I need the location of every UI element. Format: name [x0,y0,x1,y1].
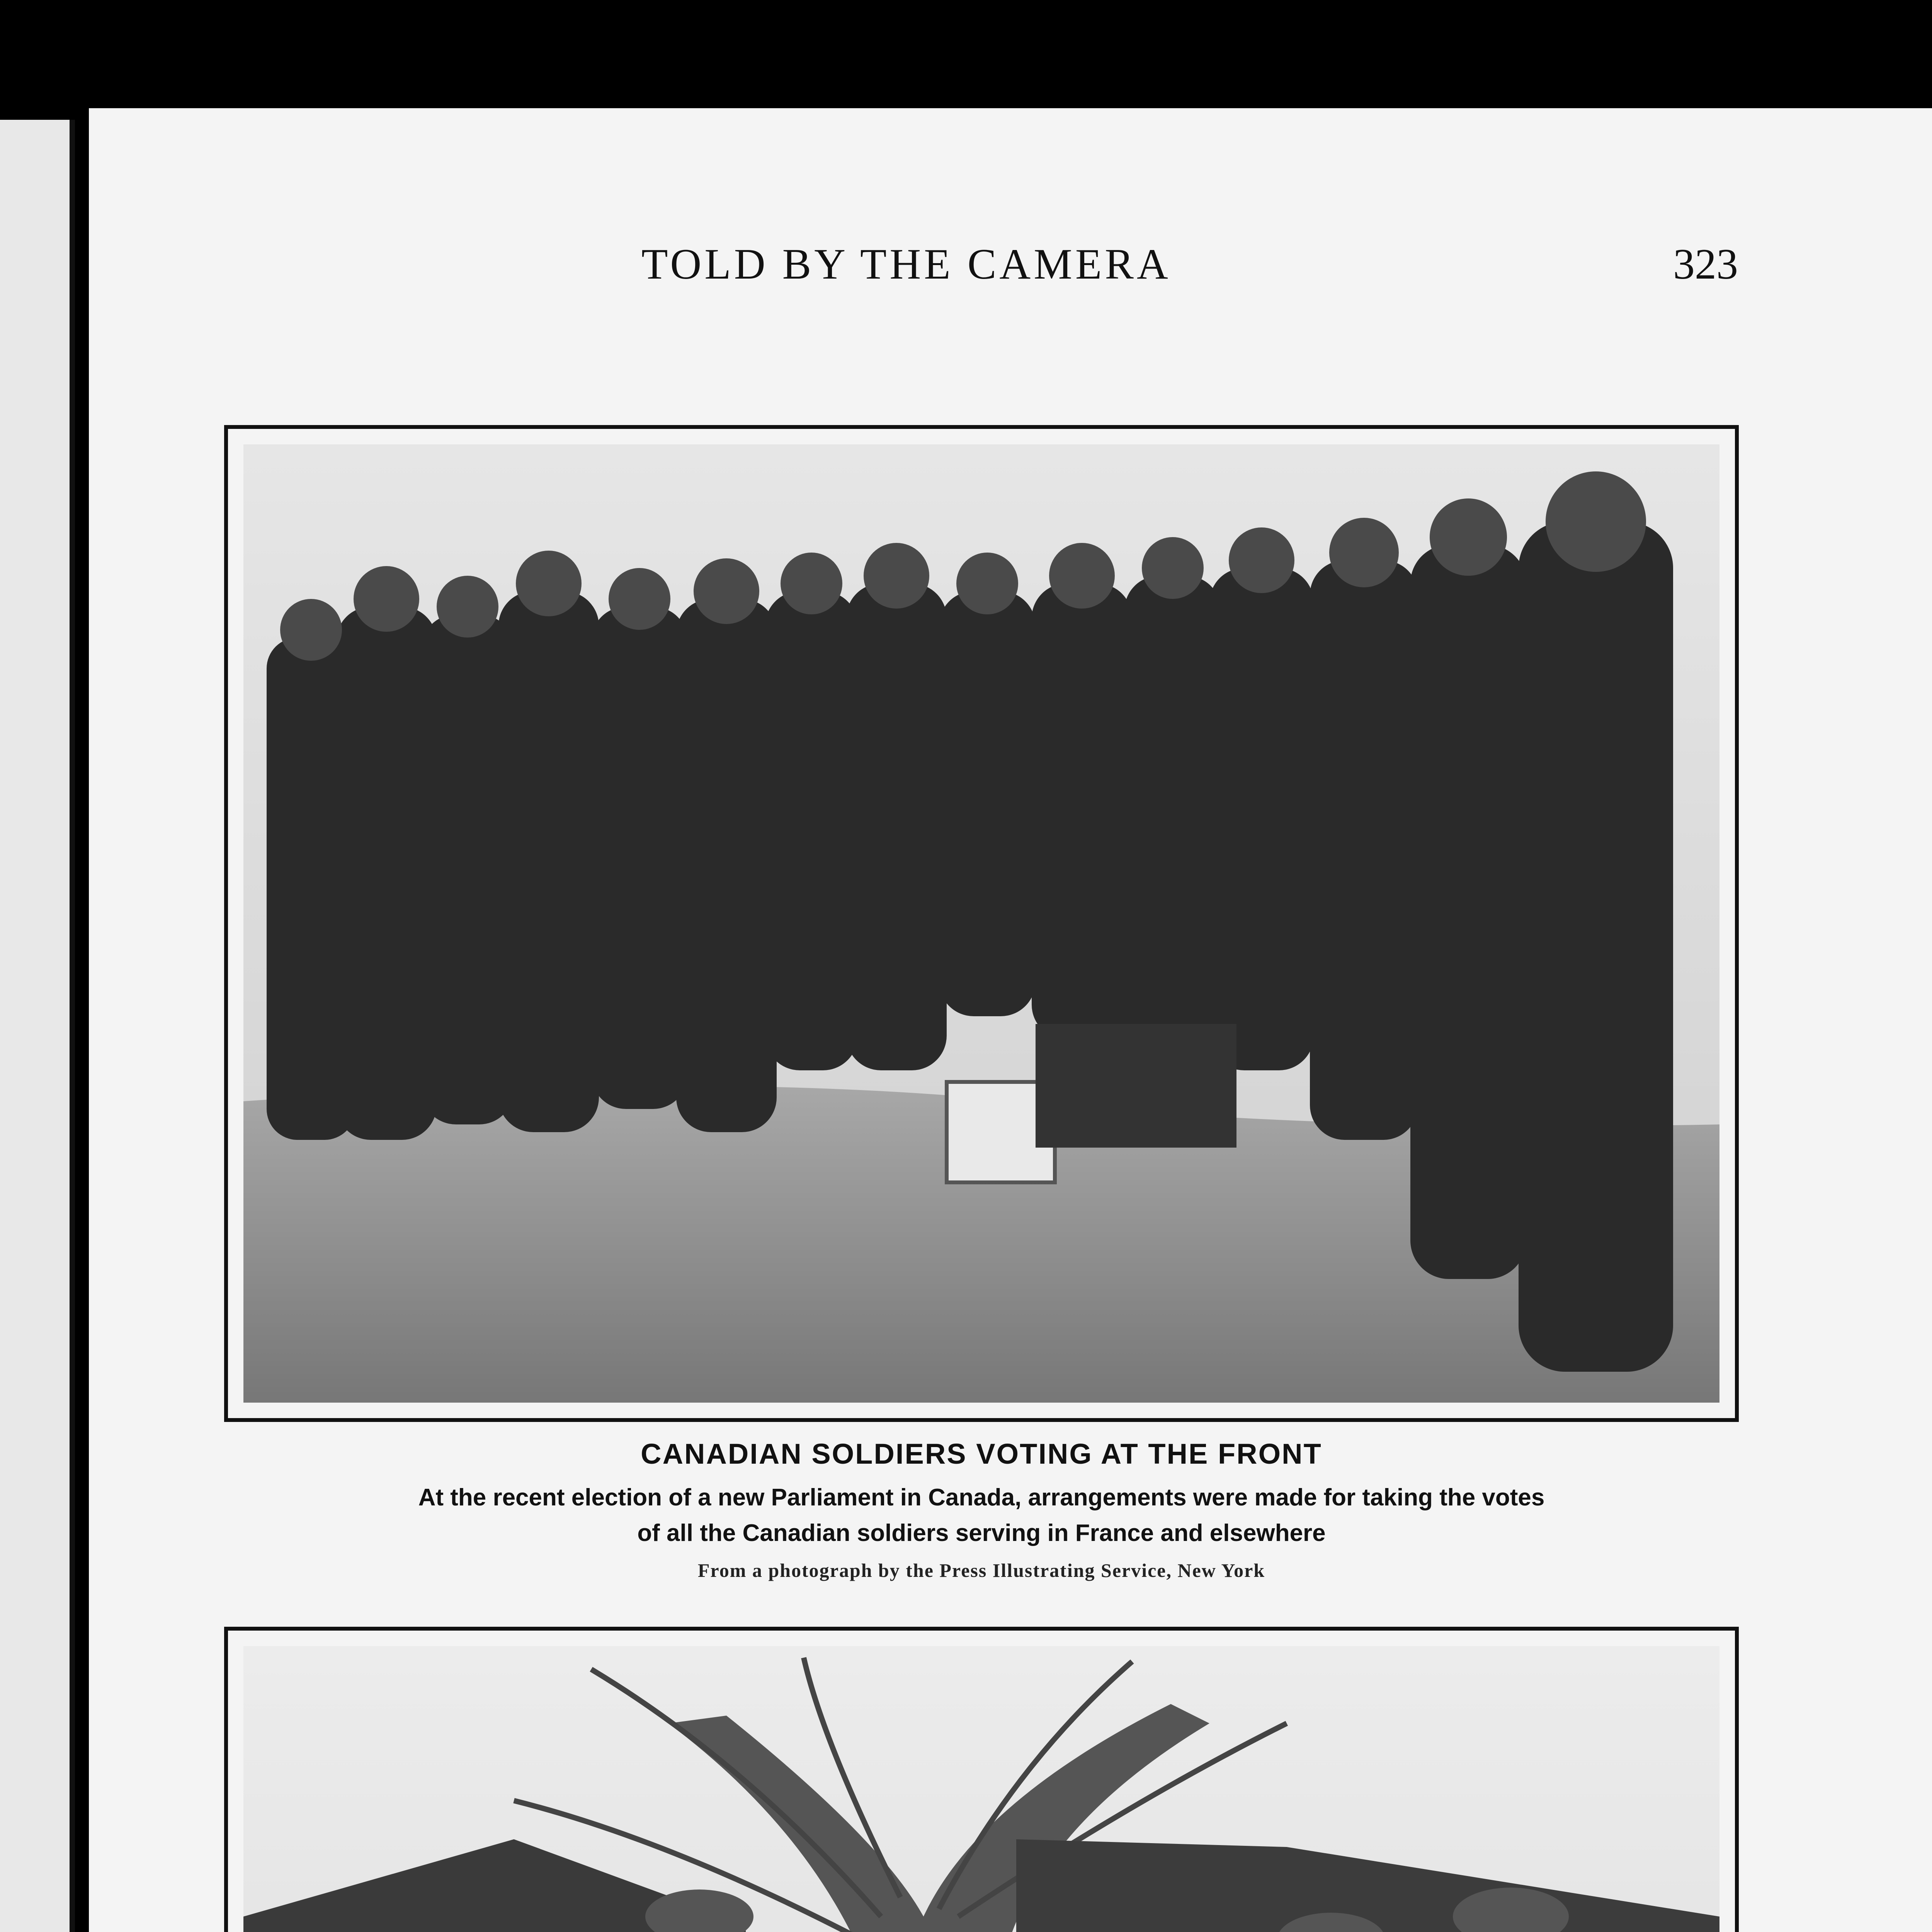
photo-frame-trenches [224,1627,1739,1932]
photo-1-title: CANADIAN SOLDIERS VOTING AT THE FRONT [641,1438,1322,1470]
page-number: 323 [1673,240,1738,288]
photo-trenches-boundary [243,1646,1719,1932]
photo-soldiers-voting [243,444,1719,1403]
adjacent-page-edge [0,120,75,1932]
photo-1-credit: From a photograph by the Press Illustrating Service, New York [697,1560,1265,1581]
photo-1-caption-line-2: of all the Canadian soldiers serving in France and elsewhere [637,1520,1326,1546]
photo-1-caption-line-1: At the recent election of a new Parliament in Canada, arrangements were made for taking the votes [418,1484,1545,1511]
photo-frame-soldiers-voting [224,425,1739,1422]
running-head: TOLD BY THE CAMERA [641,240,1171,288]
